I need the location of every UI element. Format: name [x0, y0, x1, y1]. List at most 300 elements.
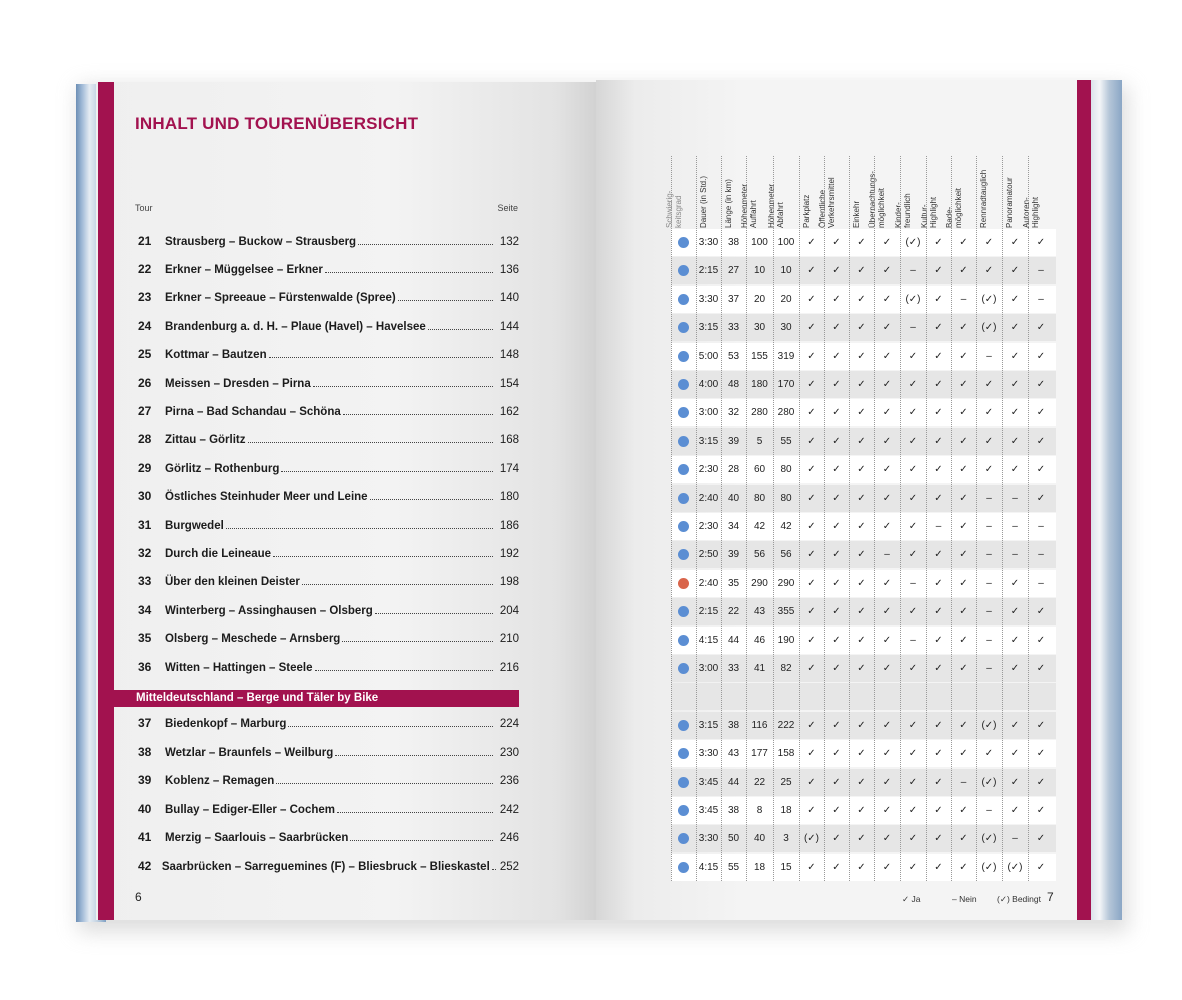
table-cell: – [1038, 549, 1044, 561]
table-cell: 116 [751, 719, 768, 731]
table-row [671, 399, 1056, 426]
section-heading: Mitteldeutschland – Berge und Täler by Bike [114, 690, 519, 707]
table-cell: 28 [727, 464, 740, 476]
tour-page-number: 242 [499, 804, 519, 816]
table-cell: 3:30 [698, 748, 719, 760]
tour-page-number: 148 [499, 349, 519, 361]
column-label-page: Seite [497, 203, 518, 213]
table-cell: 34 [727, 521, 740, 532]
column-header-label: Kinder- freundlich [894, 193, 912, 228]
table-cell: ✓ [832, 549, 841, 561]
table-cell: ✓ [807, 805, 816, 816]
table-cell: ✓ [857, 833, 866, 845]
table-cell: ✓ [832, 521, 841, 532]
table-cell: ✓ [882, 634, 892, 646]
table-cell: 355 [777, 606, 795, 618]
table-row [671, 655, 1056, 682]
table-cell: 3:15 [698, 719, 719, 731]
table-cell: 38 [727, 805, 740, 816]
table-cell: 22 [753, 776, 766, 788]
table-cell: ✓ [832, 379, 841, 390]
table-cell: 5 [756, 435, 763, 447]
tour-page-number: 144 [499, 321, 519, 333]
table-cell: ✓ [832, 464, 841, 476]
tour-title: Brandenburg a. d. H. – Plaue (Havel) – Havelsee [165, 321, 426, 333]
toc-entry[interactable] [138, 404, 519, 422]
column-header [1022, 156, 1054, 228]
table-cell: ✓ [959, 748, 968, 760]
tour-page-number: 198 [499, 576, 519, 588]
tour-page-number: 140 [499, 292, 519, 304]
table-row [671, 229, 1056, 256]
tour-page-number: 154 [499, 378, 519, 390]
toc-entry[interactable] [138, 631, 519, 649]
table-cell: ✓ [959, 265, 968, 277]
column-divider [746, 156, 747, 881]
difficulty-dot [678, 294, 689, 305]
table-cell: 4:00 [698, 379, 719, 390]
table-cell: ✓ [832, 719, 841, 731]
table-cell: ✓ [934, 464, 943, 476]
table-cell: 80 [780, 464, 792, 476]
table-cell: ✓ [1010, 577, 1020, 589]
leader-dots [313, 386, 493, 387]
table-cell: ✓ [984, 407, 994, 419]
column-header [665, 156, 696, 228]
table-cell: 2:15 [698, 265, 719, 277]
table-cell: – [986, 577, 992, 589]
table-cell: ✓ [857, 606, 866, 618]
difficulty-dot [678, 407, 689, 418]
table-cell: ✓ [832, 634, 841, 646]
table-cell: ✓ [934, 265, 943, 277]
tour-number: 38 [138, 745, 152, 759]
table-cell: ✓ [908, 435, 918, 447]
leader-dots [302, 584, 493, 585]
difficulty-dot [678, 777, 689, 788]
leader-dots [370, 499, 493, 500]
table-cell: ✓ [832, 663, 841, 674]
tour-page-number: 132 [499, 236, 519, 248]
tour-number: 41 [138, 830, 152, 844]
table-cell: 190 [777, 634, 795, 646]
tour-number: 21 [138, 234, 152, 248]
table-cell: ✓ [1036, 379, 1046, 390]
tour-page-number: 252 [499, 861, 519, 873]
tour-page-number: 136 [499, 264, 519, 276]
table-cell: – [1012, 549, 1018, 561]
table-cell [849, 683, 874, 710]
table-cell: ✓ [1010, 293, 1020, 305]
column-header-label: Rennradtauglich [979, 169, 988, 228]
tour-title: Biedenkopf – Marburg [165, 718, 287, 730]
table-row [671, 627, 1056, 654]
tour-title: Bullay – Ediger-Eller – Cochem [165, 804, 336, 816]
table-cell: ✓ [882, 237, 892, 248]
table-cell: ✓ [934, 577, 943, 589]
table-cell: ✓ [882, 861, 892, 873]
table-cell: ✓ [959, 577, 968, 589]
table-cell: ✓ [959, 805, 968, 816]
table-cell: ✓ [857, 265, 866, 277]
column-header [945, 156, 976, 228]
table-cell: ✓ [857, 861, 866, 873]
table-cell: ✓ [1010, 606, 1020, 618]
table-cell: ✓ [857, 464, 866, 476]
table-cell: ✓ [807, 663, 816, 674]
difficulty-dot [678, 322, 689, 333]
leader-dots [325, 272, 493, 273]
column-divider [824, 156, 825, 881]
tour-number: 24 [138, 319, 152, 333]
table-cell: ✓ [959, 521, 968, 532]
table-cell: ✓ [882, 293, 892, 305]
table-cell: 56 [780, 549, 792, 561]
page-title: INHALT UND TOURENÜBERSICHT [135, 114, 419, 133]
table-cell: ✓ [807, 549, 816, 561]
table-cell: ✓ [832, 265, 841, 277]
table-cell: – [1038, 521, 1044, 532]
tour-title: Erkner – Spreeaue – Fürstenwalde (Spree) [165, 292, 396, 304]
table-cell: ✓ [857, 719, 866, 731]
tour-page-number: 204 [499, 605, 519, 617]
table-cell: ✓ [807, 719, 816, 731]
table-cell: ✓ [807, 776, 816, 788]
column-label-tour: Tour [135, 203, 153, 213]
tour-title: Kottmar – Bautzen [165, 349, 267, 361]
table-cell: ✓ [882, 379, 892, 390]
table-cell: ✓ [857, 407, 866, 419]
table-cell: ✓ [959, 464, 968, 476]
table-cell: ✓ [934, 492, 943, 504]
tour-number: 34 [138, 603, 152, 617]
column-header-label: Autoren- Highlight [1022, 196, 1040, 228]
table-cell: 20 [753, 293, 766, 305]
table-cell: ✓ [959, 350, 968, 362]
toc-entry[interactable] [138, 802, 519, 820]
table-cell: ✓ [1036, 464, 1046, 476]
table-cell: 55 [727, 861, 740, 873]
table-cell: 3:15 [698, 322, 719, 334]
table-cell: ✓ [857, 634, 866, 646]
table-row [671, 854, 1056, 881]
table-cell: ✓ [882, 350, 892, 362]
table-cell: ✓ [857, 293, 866, 305]
tour-title: Witten – Hattingen – Steele [165, 662, 313, 674]
table-cell: – [884, 549, 890, 561]
table-cell: 158 [777, 748, 795, 760]
table-cell: ✓ [908, 719, 918, 731]
column-header-label: Höhenmeter Abfahrt [767, 183, 785, 228]
table-cell: ✓ [934, 350, 943, 362]
table-cell: ✓ [1010, 634, 1020, 646]
table-cell: – [1012, 833, 1018, 845]
table-cell: ✓ [908, 776, 918, 788]
table-cell: ✓ [832, 492, 841, 504]
tour-number: 22 [138, 262, 152, 276]
table-cell: ✓ [832, 350, 841, 362]
table-cell: 35 [727, 577, 740, 589]
tour-number: 31 [138, 518, 152, 532]
table-cell: ✓ [832, 407, 841, 419]
table-cell: ✓ [1010, 776, 1020, 788]
column-header-label: Höhenmeter Auffahrt [740, 183, 758, 228]
table-cell: 3:45 [698, 805, 719, 816]
table-cell: 43 [727, 748, 740, 760]
toc-entry[interactable] [138, 716, 519, 734]
leader-dots [337, 812, 493, 813]
toc-entry[interactable] [138, 290, 519, 308]
table-cell: 33 [727, 663, 740, 674]
table-cell: 39 [727, 549, 740, 561]
table-cell: ✓ [857, 663, 866, 674]
table-cell: ✓ [1036, 322, 1046, 334]
table-cell: – [986, 521, 992, 532]
table-cell: 2:40 [698, 577, 719, 589]
table-cell: 32 [727, 407, 740, 419]
page-number-left: 6 [135, 890, 142, 904]
table-cell: ✓ [934, 663, 943, 674]
toc-entry[interactable] [138, 830, 519, 848]
toc-entry[interactable] [138, 773, 519, 791]
tour-title: Meissen – Dresden – Pirna [165, 378, 311, 390]
table-cell: ✓ [934, 237, 943, 248]
table-row [671, 825, 1056, 852]
table-cell: 290 [777, 577, 795, 589]
table-cell: – [986, 606, 992, 618]
column-header-label: Öffentliche Verkehrsmittel [818, 177, 836, 228]
column-divider [951, 156, 952, 881]
tour-number: 42 [138, 859, 152, 873]
table-cell: ✓ [959, 435, 968, 447]
table-cell: ✓ [857, 549, 866, 561]
table-cell: ✓ [1036, 748, 1046, 760]
table-cell: 10 [780, 265, 792, 277]
table-cell [746, 683, 773, 710]
difficulty-dot [678, 805, 689, 816]
table-cell: 46 [753, 634, 766, 646]
table-cell: (✓) [981, 719, 997, 731]
table-cell: ✓ [832, 606, 841, 618]
leader-dots [226, 528, 493, 529]
leader-dots [398, 300, 493, 301]
table-cell: ✓ [1010, 350, 1020, 362]
table-cell: ✓ [908, 492, 918, 504]
tour-number: 37 [138, 716, 152, 730]
table-cell: 42 [780, 521, 792, 532]
table-cell: 55 [780, 435, 792, 447]
difficulty-dot [678, 521, 689, 532]
column-header [976, 156, 1002, 226]
toc-entry[interactable] [138, 603, 519, 621]
table-cell: ✓ [807, 237, 816, 248]
table-row [671, 712, 1056, 739]
table-cell: ✓ [959, 719, 968, 731]
table-cell: 80 [780, 492, 792, 504]
table-cell: ✓ [857, 492, 866, 504]
table-cell: ✓ [1010, 435, 1020, 447]
leader-dots [358, 244, 493, 245]
tour-number: 36 [138, 660, 152, 674]
left-accent-bar [98, 82, 114, 920]
table-cell: 10 [753, 265, 766, 277]
table-cell: – [986, 663, 992, 674]
difficulty-dot [678, 379, 689, 390]
table-cell: ✓ [807, 748, 816, 760]
column-divider [874, 156, 875, 881]
table-cell: ✓ [807, 606, 816, 618]
table-cell: – [910, 322, 916, 334]
tour-number: 26 [138, 376, 152, 390]
toc-entry[interactable] [138, 234, 519, 252]
toc-entry[interactable] [138, 319, 519, 337]
table-cell: ✓ [934, 435, 943, 447]
leader-dots [342, 641, 493, 642]
table-cell: ✓ [832, 861, 841, 873]
difficulty-dot [678, 237, 689, 248]
tour-title: Wetzlar – Braunfels – Weilburg [165, 747, 334, 759]
table-cell: 319 [777, 350, 795, 362]
difficulty-dot [678, 862, 689, 873]
column-divider [900, 156, 901, 881]
table-cell: 170 [777, 379, 795, 390]
tour-number: 39 [138, 773, 152, 787]
toc-entry[interactable] [138, 574, 519, 592]
table-cell: ✓ [1036, 350, 1046, 362]
table-cell: ✓ [1036, 492, 1046, 504]
table-cell: ✓ [882, 521, 892, 532]
table-cell: – [986, 805, 992, 816]
table-cell: 60 [753, 464, 766, 476]
tour-number: 35 [138, 631, 152, 645]
table-cell: ✓ [857, 805, 866, 816]
table-cell: ✓ [934, 748, 943, 760]
table-cell: – [1038, 265, 1044, 277]
toc-entry[interactable] [138, 262, 519, 280]
table-cell: 18 [780, 805, 792, 816]
difficulty-dot [678, 748, 689, 759]
table-cell: 3:30 [698, 293, 719, 305]
table-cell: ✓ [1036, 407, 1046, 419]
leader-dots [281, 471, 493, 472]
page-number-right: 7 [1047, 890, 1054, 904]
toc-entry[interactable] [138, 660, 519, 678]
leader-dots [375, 613, 493, 614]
table-cell: ✓ [832, 237, 841, 248]
table-cell: ✓ [807, 407, 816, 419]
toc-entry[interactable] [138, 347, 519, 365]
table-cell: 44 [727, 634, 740, 646]
table-cell: ✓ [882, 407, 892, 419]
column-header-label: Übernachtungs- möglichkeit [868, 171, 886, 228]
table-row [671, 740, 1056, 767]
table-cell: 100 [777, 237, 795, 248]
tour-number: 30 [138, 489, 152, 503]
toc-entry[interactable] [138, 432, 519, 450]
table-cell: 27 [727, 265, 740, 277]
table-cell: ✓ [959, 379, 968, 390]
table-cell: ✓ [984, 464, 994, 476]
table-cell: ✓ [908, 407, 918, 419]
table-cell: ✓ [807, 293, 816, 305]
table-cell: 43 [753, 606, 766, 618]
tour-number: 23 [138, 290, 152, 304]
table-cell: 82 [780, 663, 792, 674]
table-cell: 2:30 [698, 464, 719, 476]
table-cell: 40 [727, 492, 740, 504]
leader-dots [343, 414, 493, 415]
toc-entry[interactable] [138, 518, 519, 536]
table-cell: ✓ [908, 350, 918, 362]
table-cell: ✓ [908, 861, 918, 873]
leader-dots [269, 357, 493, 358]
table-cell: 40 [753, 833, 766, 845]
column-divider [721, 156, 722, 881]
tour-page-number: 162 [499, 406, 519, 418]
toc-entry[interactable] [138, 859, 519, 877]
table-cell: ✓ [832, 776, 841, 788]
table-cell: 37 [727, 293, 740, 305]
table-cell: ✓ [934, 606, 943, 618]
table-cell: ✓ [934, 719, 943, 731]
tour-title: Koblenz – Remagen [165, 775, 275, 787]
toc-entry[interactable] [138, 461, 519, 479]
leader-dots [248, 442, 494, 443]
toc-entry[interactable] [138, 745, 519, 763]
column-header-label: Dauer (in Std.) [699, 175, 708, 228]
column-header [767, 156, 799, 228]
table-cell [799, 683, 824, 710]
table-cell: (✓) [905, 237, 921, 248]
table-cell: 15 [780, 861, 792, 873]
table-row [671, 598, 1056, 625]
table-cell: ✓ [908, 521, 918, 532]
table-cell: ✓ [1036, 606, 1046, 618]
table-cell: – [986, 350, 992, 362]
table-cell: ✓ [882, 776, 892, 788]
table-row [671, 769, 1056, 796]
table-cell: ✓ [934, 805, 943, 816]
tour-page-number: 186 [499, 520, 519, 532]
tour-title: Östliches Steinhuder Meer und Leine [165, 491, 368, 503]
toc-entry[interactable] [138, 546, 519, 564]
table-cell: ✓ [934, 293, 943, 305]
table-cell: 2:15 [698, 606, 719, 618]
table-cell: ✓ [857, 521, 866, 532]
tour-number: 29 [138, 461, 152, 475]
column-header-label: Parkplatz [802, 194, 811, 228]
tour-title: Winterberg – Assinghausen – Olsberg [165, 605, 373, 617]
table-cell: ✓ [1036, 237, 1046, 248]
table-row [671, 541, 1056, 568]
table-cell: ✓ [1010, 464, 1020, 476]
table-row [671, 286, 1056, 313]
table-cell: ✓ [1036, 776, 1046, 788]
table-cell: – [1038, 293, 1044, 305]
table-cell [824, 683, 849, 710]
toc-entry[interactable] [138, 376, 519, 394]
table-cell [773, 683, 799, 710]
table-cell: ✓ [934, 379, 943, 390]
table-cell: ✓ [934, 407, 943, 419]
table-cell: ✓ [1010, 322, 1020, 334]
table-cell: 22 [727, 606, 740, 618]
table-cell: ✓ [807, 634, 816, 646]
table-cell: ✓ [1010, 663, 1020, 674]
table-cell: ✓ [1010, 237, 1020, 248]
tour-overview-table [665, 156, 1056, 881]
toc-entry[interactable] [138, 489, 519, 507]
